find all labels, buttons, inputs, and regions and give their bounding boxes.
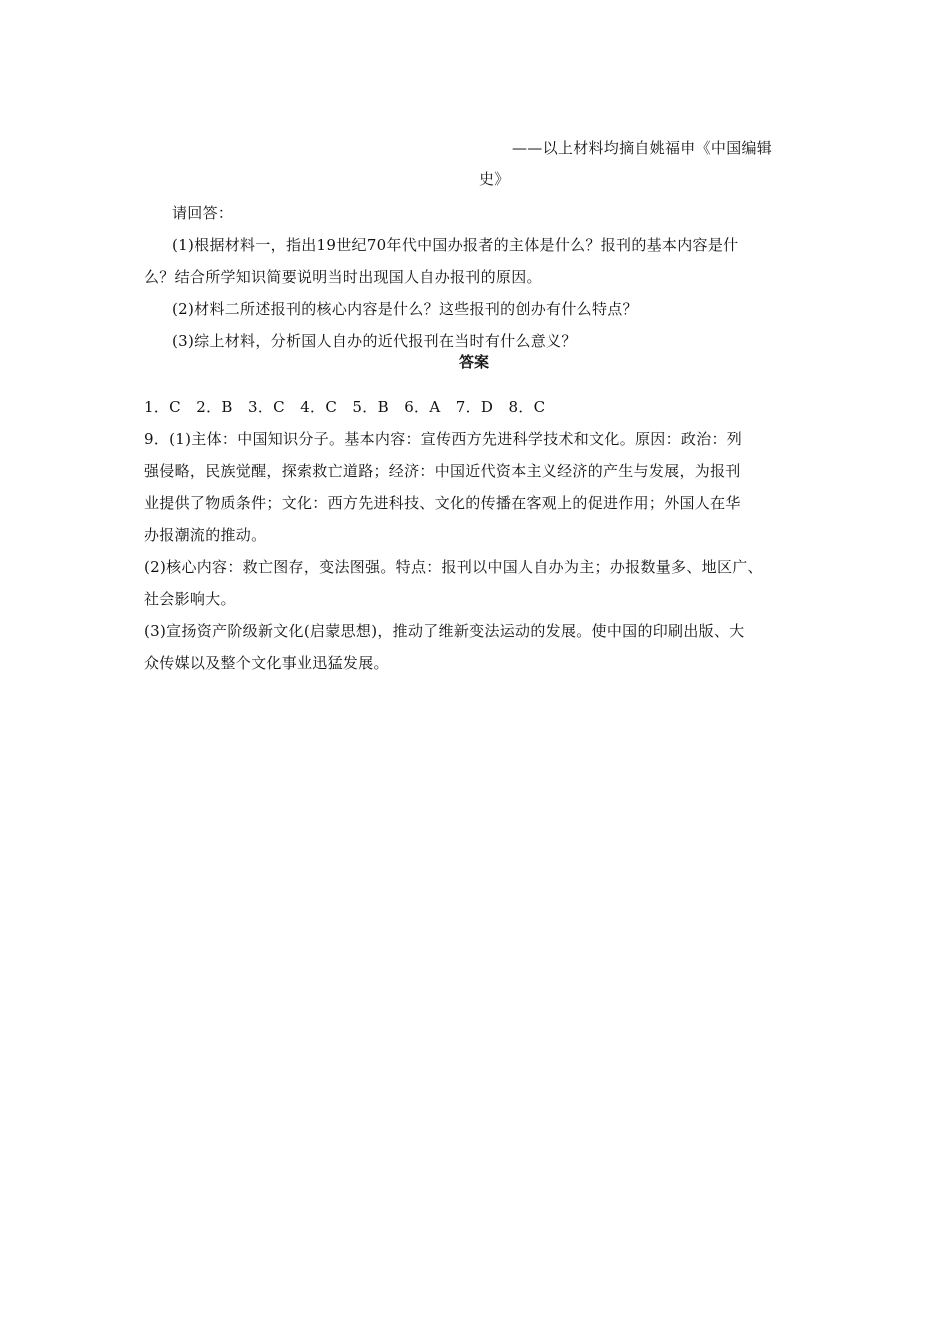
question-3: (3)综上材料，分析国人自办的近代报刊在当时有什么意义？	[172, 332, 577, 350]
answer-heading: 答案	[459, 353, 490, 371]
answer-9-2-line1: (2)核心内容：救亡图存，变法图强。特点：报刊以中国人自办为主；办报数量多、地区广、	[144, 558, 763, 576]
question-2: (2)材料二所述报刊的核心内容是什么？这些报刊的创办有什么特点？	[172, 300, 638, 318]
answer-9-1-line4: 办报潮流的推动。	[144, 526, 267, 544]
answer-9-3-line1: (3)宣扬资产阶级新文化(启蒙思想)，推动了维新变法运动的发展。使中国的印刷出版、大	[144, 622, 745, 640]
answer-9-1-line1: 9．(1)主体：中国知识分子。基本内容：宣传西方先进科学技术和文化。原因：政治：列	[144, 430, 743, 448]
multiple-choice-answers: 1．C 2．B 3．C 4．C 5．B 6．A 7．D 8．C	[144, 398, 546, 416]
question-1-line1: (1)根据材料一，指出19世纪70年代中国办报者的主体是什么？报刊的基本内容是什	[172, 236, 739, 254]
answer-9-3-line2: 众传媒以及整个文化事业迅猛发展。	[144, 654, 389, 672]
answer-9-1-line2: 强侵略，民族觉醒，探索救亡道路；经济：中国近代资本主义经济的产生与发展，为报刊	[144, 462, 741, 480]
source-citation-line2: 史》	[479, 170, 510, 188]
question-1-line2: 么？结合所学知识简要说明当时出现国人自办报刊的原因。	[144, 268, 542, 286]
answer-9-2-line2: 社会影响大。	[144, 590, 236, 608]
source-citation-line1: ——以上材料均摘自姚福申《中国编辑	[512, 139, 773, 157]
answer-9-1-line3: 业提供了物质条件；文化：西方先进科技、文化的传播在客观上的促进作用；外国人在华	[144, 494, 741, 512]
questions-intro: 请回答：	[172, 204, 234, 222]
